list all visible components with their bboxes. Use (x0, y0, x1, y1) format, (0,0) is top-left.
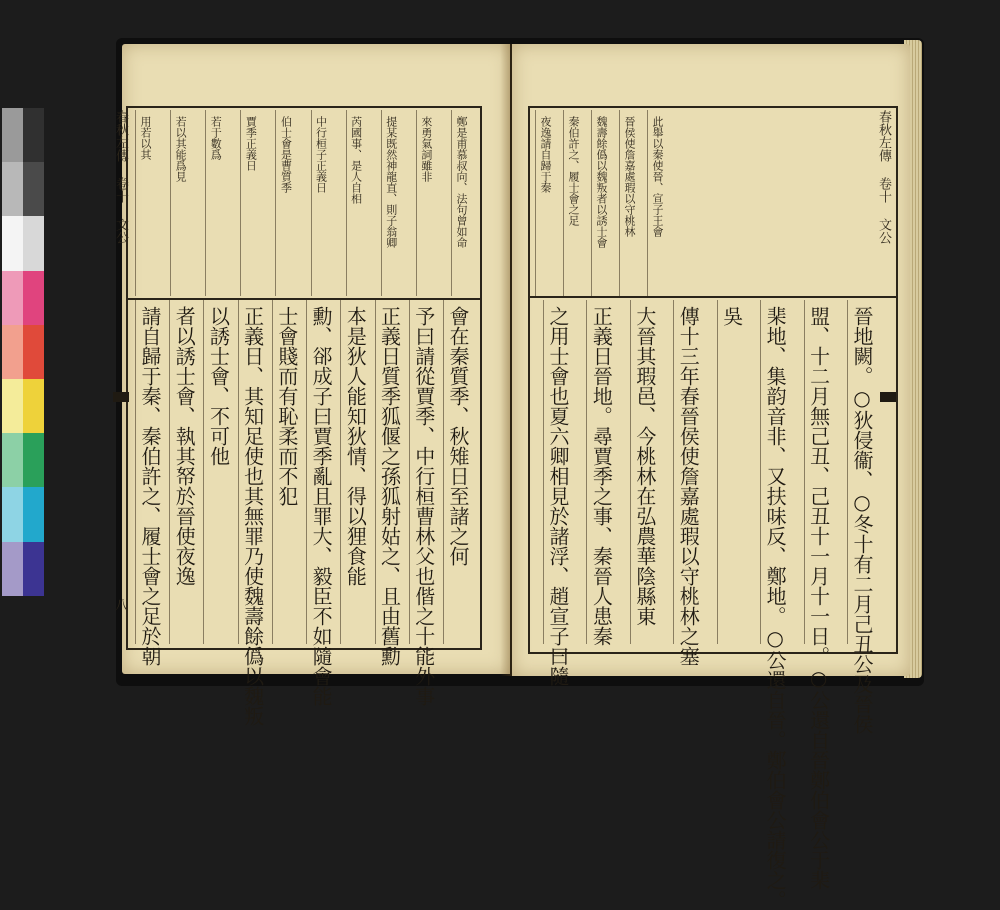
calibration-row (2, 487, 44, 541)
right-lower-column: 晉地闕。○狄侵衞、○冬十有二月己丑公及晉侯 (850, 306, 874, 734)
left-upper-column: 用若以其 (139, 116, 152, 160)
column-rule (416, 110, 417, 296)
column-rule (306, 300, 307, 644)
column-rule (340, 300, 341, 644)
left-upper-column: 鄭是甫慕叔向、法句曾如命 (455, 116, 468, 248)
right-upper-column: 魏壽餘僞以魏叛者以誘士會 (595, 116, 608, 248)
column-rule (238, 300, 239, 644)
calibration-swatch (2, 325, 23, 379)
column-rule (272, 300, 273, 644)
column-rule (170, 110, 171, 296)
right-lower-column: 吳 (719, 306, 744, 326)
right-upper-column: 夜逸請自歸于秦 (539, 116, 552, 193)
calibration-swatch (23, 108, 44, 162)
column-rule (375, 300, 376, 644)
column-rule (240, 110, 241, 296)
left-lower-column: 者以誘士會、執其帑於晉使夜逸 (172, 306, 197, 586)
calibration-swatch (2, 162, 23, 216)
column-rule (717, 300, 718, 644)
left-lower-column: 請自歸于秦、秦伯許之、履士會之足於朝 (138, 306, 162, 666)
left-upper-column: 中行桓子正義日 (314, 116, 328, 193)
left-lower-column: 士會賤而有恥柔而不犯 (274, 306, 299, 506)
column-rule (346, 110, 347, 296)
column-rule (586, 300, 587, 644)
left-folio-number: 八 (112, 598, 127, 611)
calibration-swatch (23, 162, 44, 216)
fish-tail-mark-right (880, 392, 896, 402)
calibration-swatch (23, 487, 44, 541)
column-rule (311, 110, 312, 296)
left-lower-column: 會在秦質季、秋雉日至諸之何 (446, 306, 470, 566)
right-page-divider (528, 296, 898, 298)
calibration-row (2, 162, 44, 216)
calibration-swatch (23, 542, 44, 596)
calibration-row (2, 433, 44, 487)
column-rule (760, 300, 761, 644)
left-upper-column: 芮國事、是人自相 (349, 116, 363, 204)
column-rule (563, 110, 564, 296)
left-lower-column: 勳、郤成子曰賈季亂且罪大、毅臣不如隨會能 (309, 306, 334, 706)
right-upper-column: 秦伯許之、履士會之足 (567, 116, 580, 226)
column-rule (135, 300, 136, 644)
column-rule (543, 300, 544, 644)
column-rule (381, 110, 382, 296)
right-lower-column: 之用士會也夏六卿相見於諸浮、趙宣子曰隨 (546, 306, 570, 686)
calibration-row (2, 271, 44, 325)
calibration-row (2, 108, 44, 162)
column-rule (451, 110, 452, 296)
column-rule (409, 300, 410, 644)
left-upper-column: 伯士會是曹質季 (279, 116, 293, 193)
left-page-divider (126, 298, 482, 300)
calibration-swatch (2, 433, 23, 487)
calibration-row (2, 325, 44, 379)
right-lower-column: 棐地、集韵音非、又扶味反、鄭地。○公還自晉。鄭伯會公請復之。 (763, 306, 788, 910)
left-upper-column: 提某既然神龍直、則子翁卿 (384, 116, 398, 248)
left-upper-column: 若于數爲 (209, 116, 223, 160)
column-rule (847, 300, 848, 644)
calibration-row (2, 379, 44, 433)
column-rule (203, 300, 204, 644)
right-page-frame (528, 106, 898, 654)
calibration-swatch (2, 216, 23, 270)
left-lower-column: 本是狄人能知狄情、得以狸食能 (343, 306, 368, 586)
calibration-swatch (2, 271, 23, 325)
right-lower-column: 正義日晉地。尋賈季之事、秦晉人患秦 (589, 306, 614, 646)
right-upper-column: 晉侯使詹嘉處瑕以守桃林 (623, 116, 636, 237)
column-rule (619, 110, 620, 296)
left-upper-column: 來勇氣詞雖非 (419, 116, 433, 182)
calibration-row (2, 542, 44, 596)
right-lower-column: 傳十三年春晉侯使詹嘉處瑕以守桃林之塞 (676, 306, 701, 666)
column-rule (205, 110, 206, 296)
column-rule (673, 300, 674, 644)
column-rule (647, 110, 648, 296)
left-lower-column: 正義日質季狐偃之孫狐射姑之、且由舊勳 (377, 306, 402, 666)
calibration-row (2, 216, 44, 270)
column-rule (169, 300, 170, 644)
calibration-swatch (23, 271, 44, 325)
calibration-swatch (2, 542, 23, 596)
calibration-swatch (23, 216, 44, 270)
column-rule (275, 110, 276, 296)
color-calibration-strip (2, 108, 44, 596)
calibration-swatch (2, 379, 23, 433)
column-rule (630, 300, 631, 644)
calibration-swatch (23, 379, 44, 433)
calibration-swatch (2, 487, 23, 541)
left-upper-column: 若以其能爲見 (174, 116, 188, 182)
right-upper-column: 此舉以秦使晉、宣子王會 (651, 116, 664, 237)
left-lower-column: 以誘士會、不可他 (206, 306, 231, 466)
left-margin-label: 春秋左傳 卷十 文公 (113, 110, 128, 244)
column-rule (804, 300, 805, 644)
right-lower-column: 大晉其瑕邑、今桃林在弘農華陰縣東 (632, 306, 657, 626)
calibration-swatch (2, 108, 23, 162)
column-rule (535, 110, 536, 296)
column-rule (443, 300, 444, 644)
left-lower-column: 正義日、其知足使也其無罪乃使魏壽餘僞以魏叛 (240, 306, 265, 726)
fish-tail-mark (113, 392, 129, 402)
calibration-swatch (23, 325, 44, 379)
calibration-swatch (23, 433, 44, 487)
right-margin-label: 春秋左傳 卷十 文公 (876, 110, 891, 244)
column-rule (591, 110, 592, 296)
column-rule (135, 110, 136, 296)
left-lower-column: 予曰請從賈季、中行桓曹林父也偕之十能外事 (411, 306, 436, 706)
left-upper-column: 賈季正義日 (244, 116, 258, 171)
right-lower-column: 盟、十二月無己丑、己丑十一月十一日。○公還自晉鄭伯會公于棐 (806, 306, 831, 890)
